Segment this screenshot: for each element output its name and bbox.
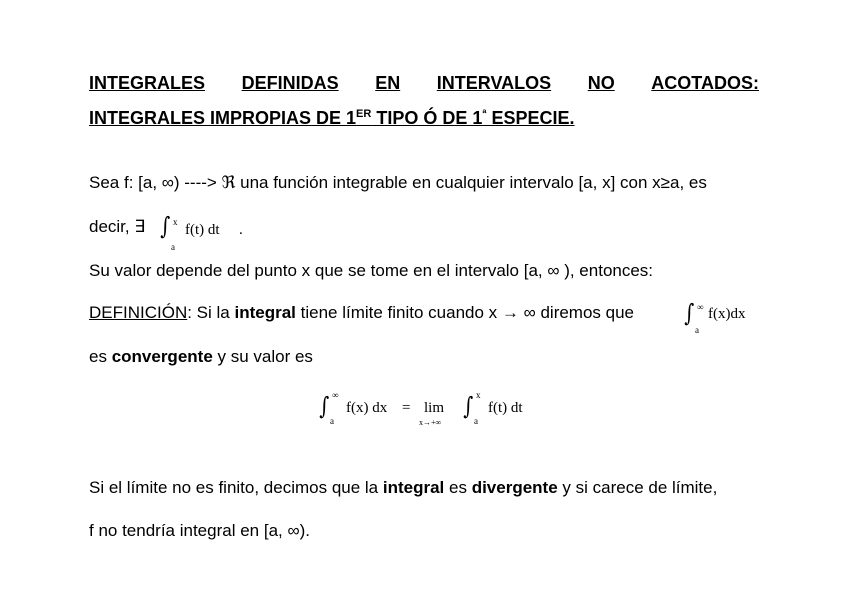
title-line-1 [89, 72, 759, 94]
para4-text: y su valor es [212, 347, 313, 366]
para4-bold: convergente [111, 347, 213, 366]
title-word: NO [587, 73, 615, 93]
title-line-2 [89, 107, 574, 129]
para2-lead: decir, ∃ [89, 217, 146, 236]
integral-sign: ∫ [160, 212, 171, 240]
integrand: f(x) dx [346, 400, 388, 416]
title-word: EN [375, 73, 401, 93]
formula [318, 390, 558, 434]
definition-text: : Si la [187, 303, 235, 322]
integral-lower-limit: a [171, 242, 175, 252]
para5-text: Si el límite no es finito, decimos que la [89, 478, 383, 497]
para5-text: es [444, 478, 472, 497]
definition-label: DEFINICIÓN [89, 303, 188, 322]
paragraph-3: Su valor depende del punto x que se tome en el intervalo [a, ∞ ), entonces: [89, 261, 654, 280]
title-word: ACOTADOS: [651, 73, 759, 93]
title-period: . [569, 108, 575, 128]
integral-sign: ∫ [463, 392, 474, 420]
integral-upper-limit: x [173, 217, 178, 227]
title-superscript: ER [356, 108, 372, 120]
para4-text: es [89, 347, 112, 366]
title-text: TIPO Ó DE 1 [371, 108, 483, 128]
title-word: DEFINIDAS [241, 73, 339, 93]
limit-operator: lim [424, 400, 445, 416]
title-text: ESPECIE [486, 108, 570, 128]
definition-text: tiene límite finito cuando x → ∞ diremos que [295, 303, 635, 322]
integral-sign: ∫ [684, 299, 695, 327]
integrand: f(t) dt [488, 400, 523, 416]
integral-upper-limit: x [476, 390, 481, 400]
title-word: INTERVALOS [436, 73, 552, 93]
integrand: f(t) dt [185, 222, 220, 238]
integrand: f(x)dx [708, 306, 746, 322]
paragraph-2 [89, 212, 243, 252]
title-text: INTEGRALES IMPROPIAS DE 1 [89, 108, 357, 128]
para5-bold: integral [382, 478, 445, 497]
para5-bold: divergente [471, 478, 558, 497]
para2-period: . [239, 222, 243, 238]
integral-lower-limit: a [474, 416, 478, 426]
title-superscript: ª [482, 108, 487, 120]
paragraph-4 [89, 346, 313, 368]
paragraph-1: Sea f: [a, ∞) ----> ℜ una función integrable en cualquier intervalo [a, x] con x≥a, es [89, 173, 707, 192]
definition-paragraph [89, 299, 759, 335]
integral-lower-limit: a [330, 416, 334, 426]
limit-subscript: x→+∞ [419, 418, 442, 427]
paragraph-6: f no tendría integral en [a, ∞). [89, 521, 310, 540]
integral-sign: ∫ [319, 392, 330, 420]
integral-upper-limit: ∞ [332, 390, 339, 400]
paragraph-5 [89, 477, 717, 499]
para5-text: y si carece de límite, [557, 478, 718, 497]
title-word: INTEGRALES [89, 73, 206, 93]
integral-lower-limit: a [695, 325, 699, 335]
equals-sign: = [402, 400, 411, 416]
definition-bold: integral [234, 303, 296, 322]
integral-upper-limit: ∞ [697, 302, 704, 312]
